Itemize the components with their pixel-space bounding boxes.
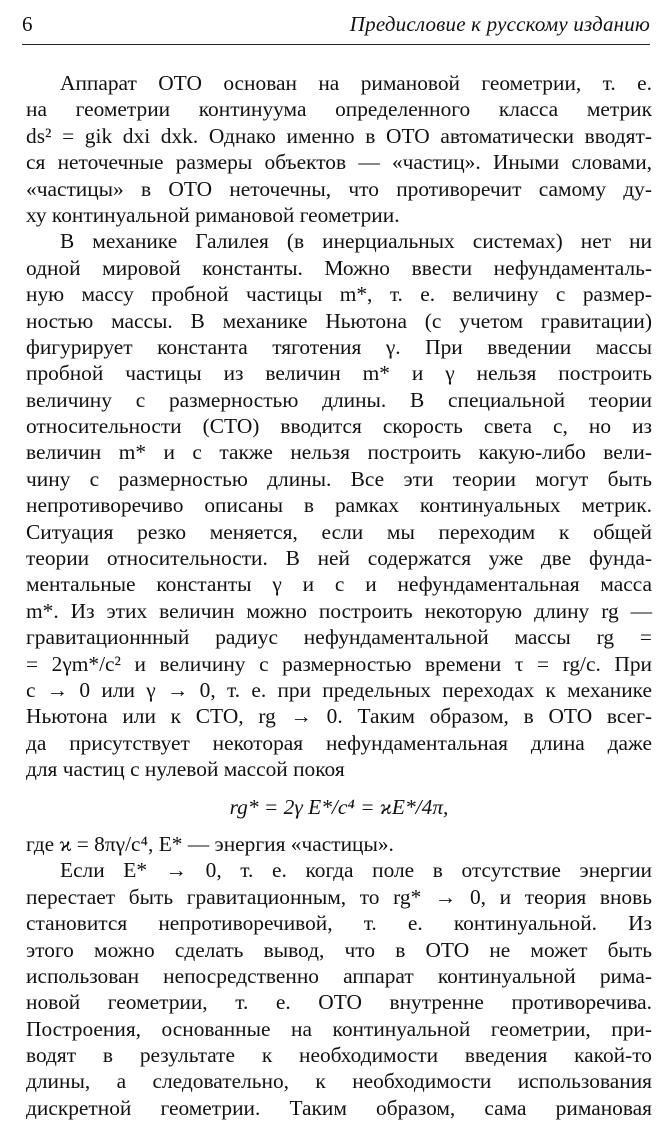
- text-line: дискретной геометрии. Таким образом, сама римановая: [26, 1095, 652, 1120]
- text-line: становится непротиворечивой, т. е. континуальной. Из: [26, 911, 652, 936]
- text-line: величин m* и c также нельзя построить какую-либо вели-: [26, 440, 652, 465]
- text-line: для частиц с нулевой массой покоя: [26, 757, 345, 782]
- page-body: [26, 70, 652, 1121]
- formula-explanation: [26, 831, 652, 857]
- text-line: гравитационнный радиус нефундаментальной массы rg =: [26, 625, 652, 650]
- text-line: ху континуальной римановой геометрии.: [26, 202, 400, 227]
- paragraph-3: [26, 857, 652, 1121]
- text-line: где ϰ = 8πγ/c⁴, E* — энергия «частицы».: [26, 831, 394, 856]
- text-line: ную массу пробной частицы m*, т. е. величину с размер-: [26, 282, 652, 307]
- text-line: = 2γm*/c² и величину с размерностью времени τ = rg/c. При: [26, 651, 652, 676]
- text-line: чину с размерностью длины. Все эти теории могут быть: [26, 466, 652, 491]
- text-line: теории относительности. В ней содержатся уже две фунда-: [26, 546, 652, 571]
- text-line: водят в результате к необходимости введения какой-то: [26, 1043, 652, 1068]
- text-line: величину с размерностью длины. В специальной теории: [26, 387, 652, 412]
- text-line: ся неточечные размеры объектов — «частиц». Иными словами,: [26, 150, 652, 175]
- text-line: ds² = gik dxi dxk. Однако именно в ОТО автоматически вводят-: [26, 123, 652, 148]
- text-line: Если E* → 0, т. е. когда поле в отсутствие энергии: [60, 858, 652, 883]
- text-line: да присутствует некоторая нефундаментальная длина даже: [26, 730, 652, 755]
- running-title: Предисловие к русскому изданию: [349, 12, 650, 36]
- text-line: Построения, основанные на континуальной геометрии, при-: [26, 1016, 652, 1041]
- text-line: длины, а следовательно, к необходимости использования: [26, 1069, 652, 1094]
- text-line: «частицы» в ОТО неточечны, что противоречит самому ду-: [26, 176, 652, 201]
- text-line: одной мировой константы. Можно ввести нефундаменталь-: [26, 255, 652, 280]
- text-line: Ньютона или к СТО, rg → 0. Таким образом, в ОТО всег-: [26, 704, 652, 729]
- text-line: относительности (СТО) вводится скорость света c, но из: [26, 414, 652, 439]
- text-line: m*. Из этих величин можно построить некоторую длину rg —: [26, 598, 652, 623]
- text-line: ностью массы. В механике Ньютона (с учетом гравитации): [26, 308, 652, 333]
- text-line: перестает быть гравитационным, то rg* → 0, и теория вновь: [26, 884, 652, 909]
- text-line: новой геометрии, т. е. ОТО внутренне противоречива.: [26, 990, 652, 1015]
- display-formula: rg* = 2γ E*/c⁴ = ϰE*/4π,: [229, 794, 449, 819]
- text-line: пробной частицы из величин m* и γ нельзя построить: [26, 361, 652, 386]
- paragraph-1: [26, 70, 652, 228]
- text-line: использован непосредственно аппарат континуальной рима-: [26, 963, 652, 988]
- text-line: этого можно сделать вывод, что в ОТО не может быть: [26, 937, 652, 962]
- text-line: непротиворечиво описаны в рамках континуальных метрик.: [26, 493, 652, 518]
- text-line: В механике Галилея (в инерциальных системах) нет ни: [60, 229, 652, 254]
- text-line: фигурирует константа тяготения γ. При введении массы: [26, 334, 652, 359]
- text-line: c → 0 или γ → 0, т. е. при предельных переходах к механике: [26, 677, 652, 702]
- page-number: 6: [22, 12, 33, 36]
- text-line: Ситуация резко меняется, если мы переходим к общей: [26, 519, 652, 544]
- page-header: [22, 10, 650, 46]
- paragraph-2: [26, 228, 652, 782]
- text-line: ментальные константы γ и c и нефундаментальная масса: [26, 572, 652, 597]
- header-rule: [22, 44, 650, 45]
- text-line: на геометрии континуума определенного класса метрик: [26, 97, 652, 122]
- text-line: Аппарат ОТО основан на римановой геометрии, т. е.: [60, 71, 652, 95]
